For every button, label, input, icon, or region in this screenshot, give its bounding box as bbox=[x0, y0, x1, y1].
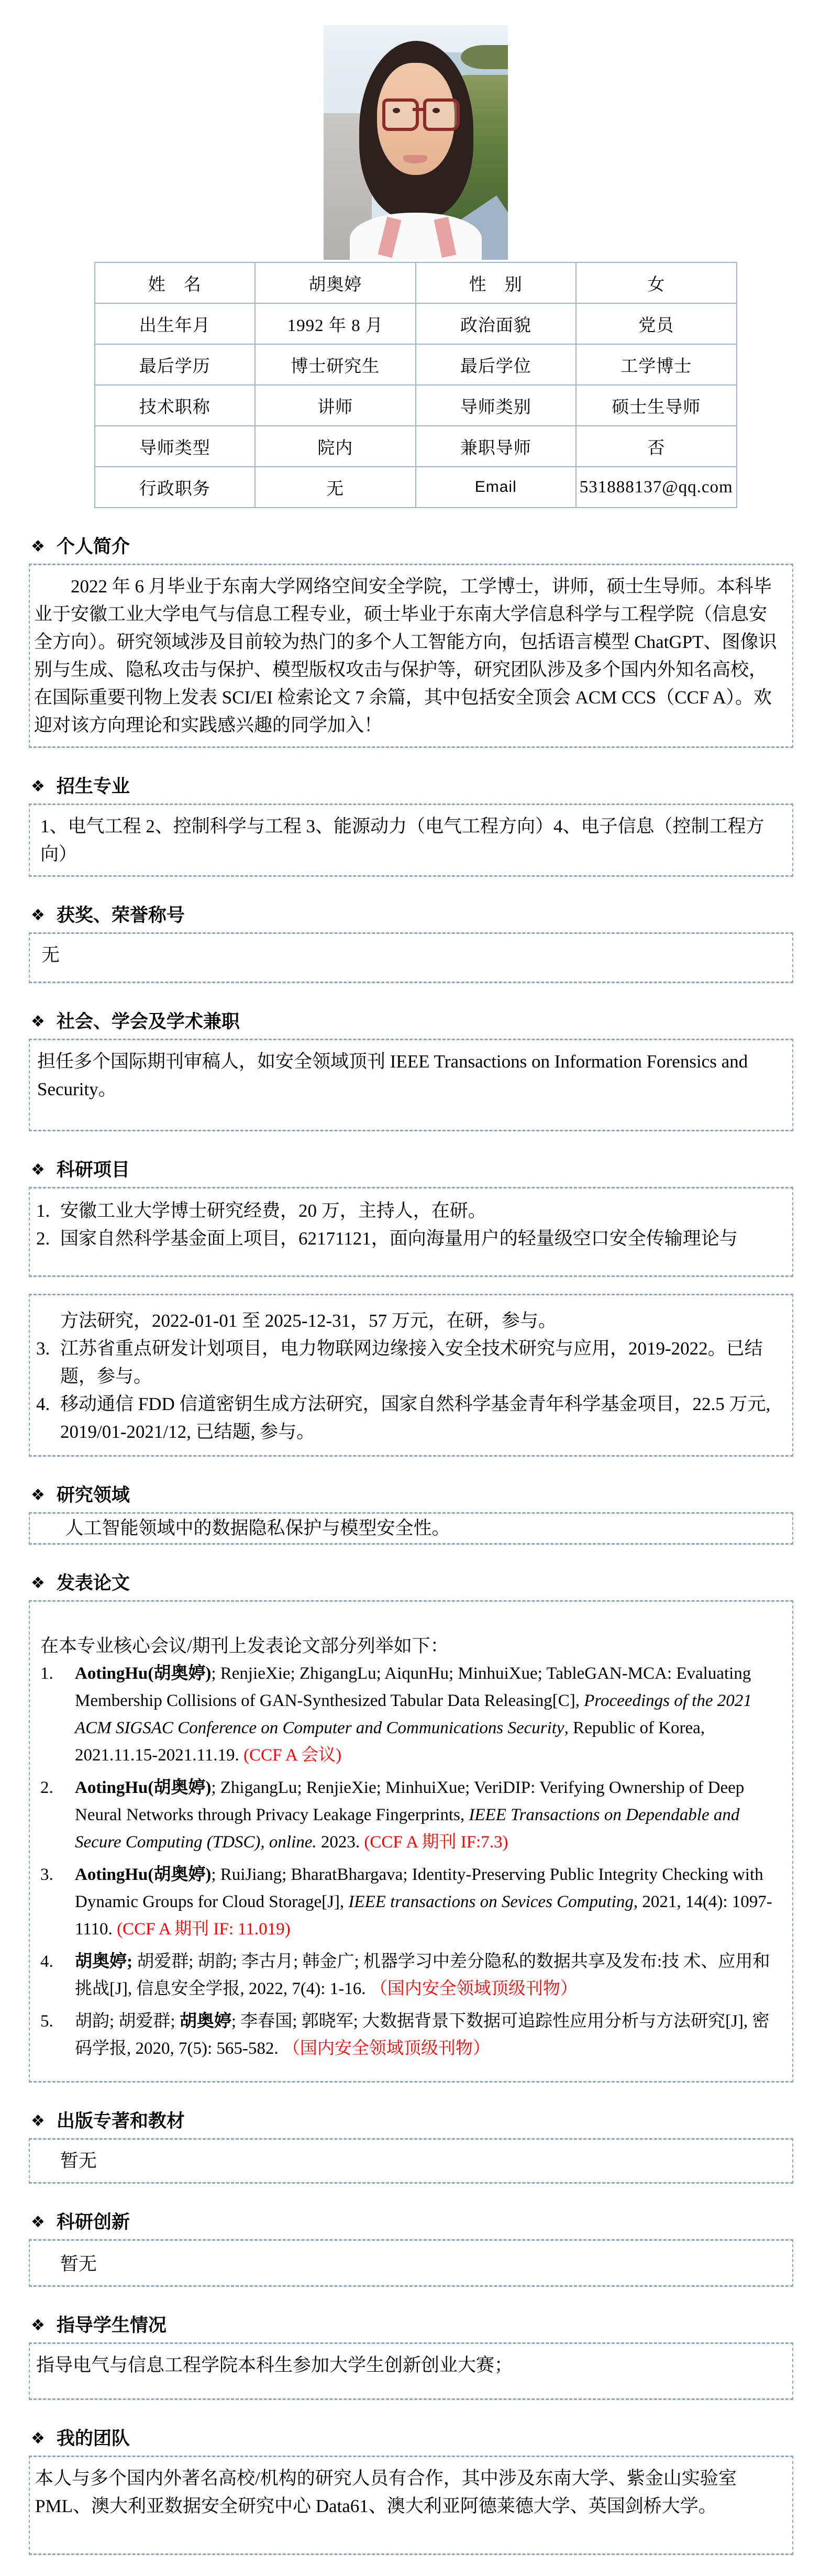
research-area-box bbox=[29, 1512, 793, 1545]
portrait-photo bbox=[324, 25, 508, 260]
project-text: 江苏省重点研发计划项目，电力物联网边缘接入安全技术研究与应用，2019-2022。已结题，参与。 bbox=[60, 1338, 763, 1386]
projects-box-1 bbox=[29, 1187, 793, 1277]
table-row bbox=[95, 344, 737, 385]
diamond-bullet-icon: ❖ bbox=[31, 2214, 45, 2231]
students-text: 指导电气与信息工程学院本科生参加大学生创新创业大赛； bbox=[36, 2355, 513, 2375]
publication-text bbox=[75, 1774, 784, 1856]
info-label: 性 别 bbox=[416, 262, 577, 303]
info-label: 出生年月 bbox=[95, 303, 256, 344]
innovation-box bbox=[29, 2239, 793, 2287]
info-value-gender: 女 bbox=[576, 262, 737, 303]
awards-box bbox=[29, 932, 793, 983]
publications-box bbox=[29, 1600, 793, 2083]
publication-item bbox=[40, 1660, 784, 1769]
section-header-students bbox=[31, 2315, 793, 2336]
info-value-parttime: 否 bbox=[576, 426, 737, 467]
info-value-email: 531888137@qq.com bbox=[576, 467, 737, 508]
section-title: 出版专著和教材 bbox=[56, 2111, 185, 2131]
section-header-enrollment bbox=[31, 776, 793, 797]
photo-hill-background bbox=[461, 45, 508, 69]
info-value-name: 胡奥婷 bbox=[255, 262, 416, 303]
publication-segment: (CCF A 期刊 IF:7.3) bbox=[364, 1833, 508, 1852]
diamond-bullet-icon: ❖ bbox=[31, 2317, 45, 2334]
publication-item bbox=[40, 1774, 784, 1856]
photo-eye-right bbox=[433, 108, 440, 113]
publication-segment: ; ZhigangLu; RenjieXie; MinhuiXue; VeriDIP: Verifying Ownership of Deep Neural Networks through Privacy Leakage Fingerprints, bbox=[75, 1778, 745, 1824]
section-title: 研究领域 bbox=[56, 1485, 130, 1505]
project-text: 移动通信 FDD 信道密钥生成方法研究，国家自然科学基金青年科学基金项目，22.5 万元, 2019/01-2021/12, 已结题, 参与。 bbox=[60, 1394, 771, 1442]
memberships-box bbox=[29, 1039, 793, 1131]
info-label: 技术职称 bbox=[95, 385, 256, 426]
info-label: 导师类型 bbox=[95, 426, 256, 467]
info-value-birth: 1992 年 8 月 bbox=[255, 303, 416, 344]
info-value-education: 博士研究生 bbox=[255, 344, 416, 385]
publication-segment: ; 李春国; 郭晓军; 大数据背景下数据可追踪性应用分析与方法研究[J], 密码学报, 2020, 7(5): 565-582. bbox=[75, 2012, 770, 2058]
books-box bbox=[29, 2138, 793, 2184]
publication-number: 1. bbox=[40, 1664, 53, 1683]
photo-shirt bbox=[350, 213, 482, 260]
publication-segment: Proceedings of the 2021 ACM SIGSAC Conference on Computer and Communications Security bbox=[75, 1691, 752, 1737]
project-number: 4. bbox=[36, 1394, 50, 1414]
publication-number: 3. bbox=[40, 1865, 53, 1884]
section-header-awards bbox=[31, 905, 793, 926]
books-text: 暂无 bbox=[60, 2151, 97, 2171]
basic-info-table bbox=[94, 262, 737, 508]
publication-segment: ; RenjieXie; ZhigangLu; AiqunHu; MinhuiXue; TableGAN-MCA: Evaluating Membership Collisions of GAN-Synthesized Tabular Data Releasing[C], bbox=[75, 1664, 751, 1710]
info-label: 政治面貌 bbox=[416, 303, 577, 344]
project-item bbox=[34, 1335, 784, 1390]
photo-glasses-left-lens bbox=[382, 98, 419, 131]
publication-segment: AotingHu(胡奥婷) bbox=[75, 1778, 212, 1797]
team-text: 本人与多个国内外著名高校/机构的研究人员有合作，其中涉及东南大学、紫金山实验室 PML、澳大利亚数据安全研究中心 Data61、澳大利亚阿德莱德大学、英国剑桥大学。 bbox=[35, 2468, 737, 2516]
publication-segment: , 2021, 14(4): 1097-1110. bbox=[75, 1892, 772, 1939]
section-header-books bbox=[31, 2111, 793, 2132]
project-item bbox=[34, 1197, 784, 1225]
team-box bbox=[29, 2456, 793, 2555]
diamond-bullet-icon: ❖ bbox=[31, 2112, 45, 2130]
intro-text: 2022 年 6 月毕业于东南大学网络空间安全学院，工学博士，讲师，硕士生导师。本科毕业于安徽工业大学电气与信息工程专业，硕士毕业于东南大学信息科学与工程学院（信息安全方向）。研究领域涉及目前较为热门的多个人工智能方向，包括语言模型 ChatGPT、图像识别与生成、隐私攻击与保护、模型版权攻击与保护等，研究团队涉及多个国内外知名高校，在国际重要刊物上发表 SCI/EI 检索论文 7 余篇，其中包括安全顶会 ACM CCS（CCF A）。欢迎对该方向理论和实践感兴趣的同学加入！ bbox=[34, 576, 777, 735]
publication-number: 5. bbox=[40, 2012, 53, 2031]
section-title: 科研项目 bbox=[56, 1160, 130, 1180]
publication-segment: AotingHu(胡奥婷) bbox=[75, 1865, 212, 1884]
section-header-projects bbox=[31, 1160, 793, 1181]
project-continuation-text: 方法研究，2022-01-01 至 2025-12-31，57 万元，在研，参与。 bbox=[60, 1311, 557, 1331]
project-item bbox=[34, 1225, 784, 1252]
photo-eye-left bbox=[393, 108, 400, 113]
publication-segment: IEEE Transactions on Dependable and Secure Computing (TDSC), online. bbox=[75, 1806, 740, 1852]
publication-segment: IEEE transactions on Sevices Computing bbox=[348, 1892, 634, 1911]
publication-segment: (CCF A 期刊 IF: 11.019) bbox=[117, 1920, 291, 1939]
section-title: 发表论文 bbox=[56, 1573, 130, 1593]
section-header-innovation bbox=[31, 2212, 793, 2233]
section-title: 获奖、荣誉称号 bbox=[56, 905, 185, 926]
enrollment-box bbox=[29, 803, 793, 877]
publication-text bbox=[75, 1861, 784, 1943]
publication-segment: 胡奥婷 bbox=[179, 2012, 231, 2031]
info-label: 最后学历 bbox=[95, 344, 256, 385]
section-header-memberships bbox=[31, 1011, 793, 1032]
table-row bbox=[95, 262, 737, 303]
publication-item bbox=[40, 1948, 784, 2002]
publication-segment: ; RuiJiang; BharatBhargava; Identity-Preserving Public Integrity Checking with Dynamic Groups for Cloud Storage[J], bbox=[75, 1865, 763, 1911]
publication-text bbox=[75, 1660, 784, 1769]
project-number: 3. bbox=[36, 1338, 50, 1359]
section-header-intro bbox=[31, 536, 793, 557]
info-label: 兼职导师 bbox=[416, 426, 577, 467]
project-text: 安徽工业大学博士研究经费，20 万，主持人，在研。 bbox=[60, 1201, 486, 1221]
info-value-supervisor-type: 硕士生导师 bbox=[576, 385, 737, 426]
info-label-email: Email bbox=[416, 467, 577, 508]
project-text: 国家自然科学基金面上项目，62171121，面向海量用户的轻量级空口安全传输理论与 bbox=[60, 1228, 738, 1249]
enrollment-text: 1、电气工程 2、控制科学与工程 3、能源动力（电气工程方向）4、电子信息（控制工程方向） bbox=[40, 816, 764, 864]
publication-text bbox=[75, 2008, 784, 2062]
innovation-text: 暂无 bbox=[60, 2254, 97, 2274]
project-number: 1. bbox=[36, 1201, 50, 1221]
info-label: 行政职务 bbox=[95, 467, 256, 508]
info-label: 导师类别 bbox=[416, 385, 577, 426]
section-title: 社会、学会及学术兼职 bbox=[56, 1011, 240, 1032]
project-number: 2. bbox=[36, 1228, 50, 1249]
info-value-admin-duty: 无 bbox=[255, 467, 416, 508]
publication-segment: AotingHu(胡奥婷) bbox=[75, 1664, 212, 1683]
publication-segment: 胡韵; 胡爱群; bbox=[75, 2012, 180, 2031]
info-value-political: 党员 bbox=[576, 303, 737, 344]
publication-segment: (CCF A 会议) bbox=[243, 1746, 342, 1765]
photo-mouth bbox=[403, 155, 427, 163]
section-header-team bbox=[31, 2428, 793, 2449]
publication-segment: 胡奥婷; bbox=[75, 1952, 132, 1971]
diamond-bullet-icon: ❖ bbox=[31, 1487, 45, 1504]
table-row bbox=[95, 467, 737, 508]
section-title: 科研创新 bbox=[56, 2212, 130, 2232]
publications-lead-text: 在本专业核心会议/期刊上发表论文部分列举如下： bbox=[40, 1636, 449, 1656]
diamond-bullet-icon: ❖ bbox=[31, 1161, 45, 1179]
section-title: 招生专业 bbox=[56, 776, 130, 797]
diamond-bullet-icon: ❖ bbox=[31, 778, 45, 795]
publication-segment: 2023. bbox=[316, 1833, 364, 1852]
section-header-research-area bbox=[31, 1485, 793, 1506]
info-label: 最后学位 bbox=[416, 344, 577, 385]
research-area-text: 人工智能领域中的数据隐私保护与模型安全性。 bbox=[65, 1518, 450, 1538]
publication-text bbox=[75, 1948, 784, 2002]
publication-item bbox=[40, 1861, 784, 1943]
students-box bbox=[29, 2342, 793, 2400]
memberships-text: 担任多个国际期刊审稿人，如安全领域顶刊 IEEE Transactions on Information Forensics and Security。 bbox=[37, 1051, 748, 1099]
table-row bbox=[95, 426, 737, 467]
publication-item bbox=[40, 2008, 784, 2062]
info-label: 姓 名 bbox=[95, 262, 256, 303]
awards-text: 无 bbox=[41, 945, 60, 965]
diamond-bullet-icon: ❖ bbox=[31, 538, 45, 555]
publication-segment: , Republic of Korea, 2021.11.15-2021.11.19. bbox=[75, 1719, 705, 1765]
table-row bbox=[95, 303, 737, 344]
photo-glasses-right-lens bbox=[423, 98, 460, 131]
publication-number: 4. bbox=[40, 1952, 53, 1971]
projects-box-2 bbox=[29, 1294, 793, 1457]
diamond-bullet-icon: ❖ bbox=[31, 2430, 45, 2447]
section-title: 个人简介 bbox=[56, 536, 130, 557]
publication-segment: （国内安全领域顶级刊物） bbox=[282, 2039, 490, 2058]
intro-box bbox=[29, 564, 793, 748]
photo-glasses-bridge bbox=[413, 108, 424, 111]
publication-segment: 胡爱群; 胡韵; 李古月; 韩金广; 机器学习中差分隐私的数据共享及发布:技 术、应用和挑战[J], 信息安全学报, 2022, 7(4): 1-16. bbox=[75, 1952, 770, 1998]
project-item bbox=[34, 1390, 784, 1446]
info-value-mentor-type: 院内 bbox=[255, 426, 416, 467]
table-row bbox=[95, 385, 737, 426]
info-value-degree: 工学博士 bbox=[576, 344, 737, 385]
diamond-bullet-icon: ❖ bbox=[31, 1575, 45, 1592]
sections-container bbox=[0, 536, 831, 2576]
publication-number: 2. bbox=[40, 1778, 53, 1797]
diamond-bullet-icon: ❖ bbox=[31, 907, 45, 924]
diamond-bullet-icon: ❖ bbox=[31, 1013, 45, 1030]
section-title: 指导学生情况 bbox=[56, 2315, 167, 2336]
section-header-publications bbox=[31, 1573, 793, 1594]
info-value-title: 讲师 bbox=[255, 385, 416, 426]
section-title: 我的团队 bbox=[56, 2428, 130, 2449]
publication-segment: （国内安全领域顶级刊物） bbox=[370, 1979, 578, 1998]
